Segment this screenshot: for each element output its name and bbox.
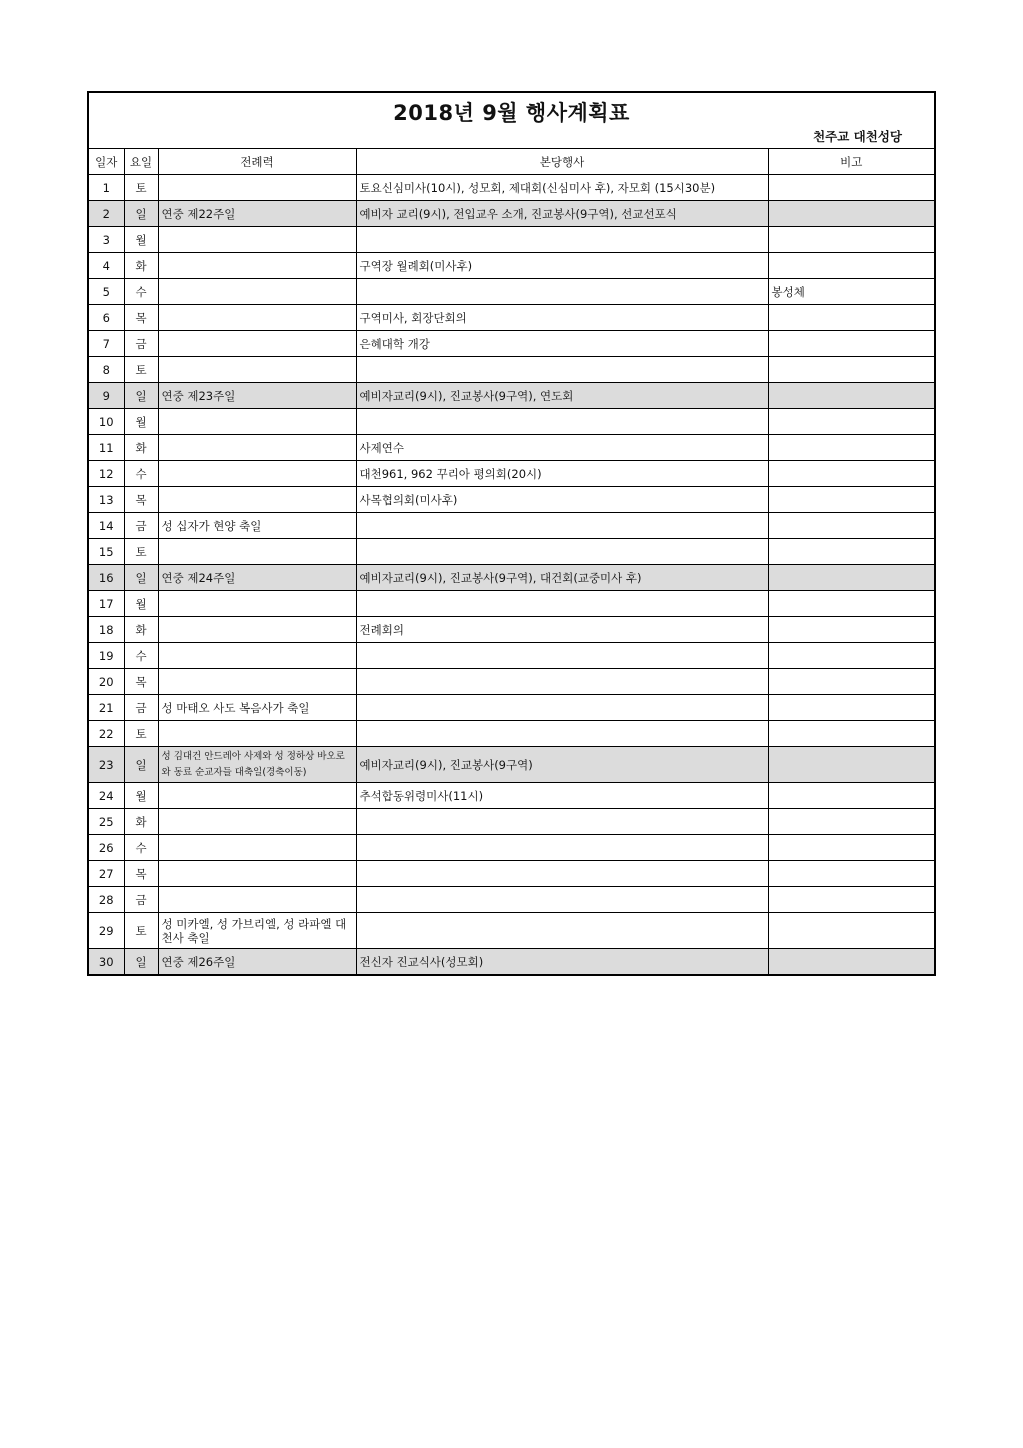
cell-notes bbox=[768, 357, 934, 383]
cell-liturgy bbox=[158, 591, 356, 617]
cell-weekday: 금 bbox=[124, 695, 158, 721]
cell-liturgy bbox=[158, 279, 356, 305]
cell-notes: 봉성체 bbox=[768, 279, 934, 305]
table-row bbox=[89, 643, 934, 669]
table-row bbox=[89, 747, 934, 783]
cell-liturgy bbox=[158, 783, 356, 809]
cell-notes bbox=[768, 669, 934, 695]
cell-events bbox=[356, 357, 768, 383]
cell-events bbox=[356, 643, 768, 669]
cell-liturgy bbox=[158, 253, 356, 279]
cell-weekday: 수 bbox=[124, 461, 158, 487]
cell-day: 19 bbox=[89, 643, 124, 669]
cell-day: 24 bbox=[89, 783, 124, 809]
header-row bbox=[89, 149, 934, 175]
table-row bbox=[89, 617, 934, 643]
cell-weekday: 일 bbox=[124, 383, 158, 409]
cell-day: 30 bbox=[89, 949, 124, 975]
cell-events: 대천961, 962 꾸리아 평의회(20시) bbox=[356, 461, 768, 487]
cell-weekday: 목 bbox=[124, 305, 158, 331]
cell-day: 3 bbox=[89, 227, 124, 253]
cell-events bbox=[356, 279, 768, 305]
cell-day: 27 bbox=[89, 861, 124, 887]
title-block bbox=[89, 93, 934, 149]
cell-events bbox=[356, 887, 768, 913]
cell-notes bbox=[768, 253, 934, 279]
cell-notes bbox=[768, 565, 934, 591]
table-row bbox=[89, 175, 934, 201]
cell-events bbox=[356, 695, 768, 721]
cell-day: 18 bbox=[89, 617, 124, 643]
cell-weekday: 월 bbox=[124, 409, 158, 435]
cell-events: 예비자교리(9시), 진교봉사(9구역) bbox=[356, 747, 768, 783]
cell-liturgy bbox=[158, 227, 356, 253]
cell-notes bbox=[768, 721, 934, 747]
table-row bbox=[89, 809, 934, 835]
cell-day: 11 bbox=[89, 435, 124, 461]
cell-day: 15 bbox=[89, 539, 124, 565]
cell-notes bbox=[768, 331, 934, 357]
table-row bbox=[89, 409, 934, 435]
cell-events: 은혜대학 개강 bbox=[356, 331, 768, 357]
cell-liturgy bbox=[158, 435, 356, 461]
cell-notes bbox=[768, 435, 934, 461]
cell-liturgy bbox=[158, 721, 356, 747]
cell-weekday: 토 bbox=[124, 913, 158, 949]
table-row bbox=[89, 331, 934, 357]
cell-weekday: 금 bbox=[124, 513, 158, 539]
cell-events bbox=[356, 809, 768, 835]
cell-weekday: 월 bbox=[124, 227, 158, 253]
cell-events: 추석합동위령미사(11시) bbox=[356, 783, 768, 809]
cell-notes bbox=[768, 643, 934, 669]
cell-day: 2 bbox=[89, 201, 124, 227]
cell-events bbox=[356, 861, 768, 887]
cell-day: 13 bbox=[89, 487, 124, 513]
cell-liturgy bbox=[158, 487, 356, 513]
cell-day: 26 bbox=[89, 835, 124, 861]
cell-events: 사제연수 bbox=[356, 435, 768, 461]
table-row bbox=[89, 591, 934, 617]
cell-events bbox=[356, 409, 768, 435]
cell-notes bbox=[768, 809, 934, 835]
cell-day: 23 bbox=[89, 747, 124, 783]
cell-notes bbox=[768, 305, 934, 331]
cell-events: 토요신심미사(10시), 성모회, 제대회(신심미사 후), 자모회 (15시30분) bbox=[356, 175, 768, 201]
cell-notes bbox=[768, 591, 934, 617]
cell-day: 9 bbox=[89, 383, 124, 409]
cell-weekday: 금 bbox=[124, 887, 158, 913]
cell-events bbox=[356, 513, 768, 539]
cell-weekday: 수 bbox=[124, 643, 158, 669]
cell-liturgy: 연중 제26주일 bbox=[158, 949, 356, 975]
table-row bbox=[89, 201, 934, 227]
cell-liturgy bbox=[158, 643, 356, 669]
cell-liturgy bbox=[158, 331, 356, 357]
cell-events bbox=[356, 227, 768, 253]
cell-notes bbox=[768, 913, 934, 949]
cell-notes bbox=[768, 861, 934, 887]
table-row bbox=[89, 435, 934, 461]
table-row bbox=[89, 253, 934, 279]
cell-day: 1 bbox=[89, 175, 124, 201]
schedule-table bbox=[89, 149, 934, 974]
cell-weekday: 목 bbox=[124, 861, 158, 887]
cell-liturgy bbox=[158, 835, 356, 861]
cell-weekday: 수 bbox=[124, 835, 158, 861]
cell-liturgy: 연중 제22주일 bbox=[158, 201, 356, 227]
cell-weekday: 금 bbox=[124, 331, 158, 357]
cell-weekday: 화 bbox=[124, 435, 158, 461]
cell-weekday: 화 bbox=[124, 253, 158, 279]
cell-weekday: 수 bbox=[124, 279, 158, 305]
cell-liturgy bbox=[158, 539, 356, 565]
cell-liturgy: 성 마태오 사도 복음사가 축일 bbox=[158, 695, 356, 721]
table-row bbox=[89, 721, 934, 747]
header-day: 일자 bbox=[89, 149, 124, 175]
cell-weekday: 토 bbox=[124, 175, 158, 201]
cell-events: 구역미사, 회장단회의 bbox=[356, 305, 768, 331]
cell-weekday: 화 bbox=[124, 809, 158, 835]
cell-events: 전례회의 bbox=[356, 617, 768, 643]
cell-notes bbox=[768, 227, 934, 253]
cell-events bbox=[356, 721, 768, 747]
table-row bbox=[89, 669, 934, 695]
cell-day: 28 bbox=[89, 887, 124, 913]
cell-notes bbox=[768, 747, 934, 783]
cell-weekday: 토 bbox=[124, 721, 158, 747]
cell-day: 20 bbox=[89, 669, 124, 695]
header-liturgy: 전례력 bbox=[158, 149, 356, 175]
cell-weekday: 목 bbox=[124, 669, 158, 695]
cell-weekday: 토 bbox=[124, 357, 158, 383]
table-row bbox=[89, 835, 934, 861]
cell-day: 6 bbox=[89, 305, 124, 331]
cell-notes bbox=[768, 461, 934, 487]
table-row bbox=[89, 539, 934, 565]
table-row bbox=[89, 487, 934, 513]
table-row bbox=[89, 513, 934, 539]
cell-weekday: 일 bbox=[124, 747, 158, 783]
cell-events: 구역장 월례회(미사후) bbox=[356, 253, 768, 279]
cell-day: 25 bbox=[89, 809, 124, 835]
cell-day: 16 bbox=[89, 565, 124, 591]
cell-notes bbox=[768, 783, 934, 809]
cell-events: 예비자 교리(9시), 전입교우 소개, 진교봉사(9구역), 선교선포식 bbox=[356, 201, 768, 227]
cell-liturgy bbox=[158, 409, 356, 435]
table-row bbox=[89, 913, 934, 949]
table-row bbox=[89, 783, 934, 809]
cell-liturgy: 연중 제23주일 bbox=[158, 383, 356, 409]
cell-notes bbox=[768, 695, 934, 721]
table-row bbox=[89, 357, 934, 383]
table-row bbox=[89, 383, 934, 409]
cell-day: 17 bbox=[89, 591, 124, 617]
cell-events bbox=[356, 591, 768, 617]
cell-notes bbox=[768, 617, 934, 643]
cell-weekday: 화 bbox=[124, 617, 158, 643]
cell-weekday: 일 bbox=[124, 201, 158, 227]
cell-notes bbox=[768, 201, 934, 227]
cell-liturgy bbox=[158, 175, 356, 201]
cell-day: 21 bbox=[89, 695, 124, 721]
cell-liturgy: 성 십자가 현양 축일 bbox=[158, 513, 356, 539]
cell-weekday: 월 bbox=[124, 591, 158, 617]
cell-liturgy bbox=[158, 461, 356, 487]
cell-events bbox=[356, 913, 768, 949]
cell-notes bbox=[768, 409, 934, 435]
header-notes: 비고 bbox=[768, 149, 934, 175]
cell-events bbox=[356, 669, 768, 695]
cell-events: 예비자교리(9시), 진교봉사(9구역), 연도회 bbox=[356, 383, 768, 409]
table-row bbox=[89, 305, 934, 331]
cell-weekday: 월 bbox=[124, 783, 158, 809]
header-events: 본당행사 bbox=[356, 149, 768, 175]
cell-events: 사목협의회(미사후) bbox=[356, 487, 768, 513]
cell-liturgy bbox=[158, 887, 356, 913]
cell-notes bbox=[768, 383, 934, 409]
cell-notes bbox=[768, 487, 934, 513]
table-row bbox=[89, 461, 934, 487]
table-row bbox=[89, 279, 934, 305]
cell-day: 29 bbox=[89, 913, 124, 949]
cell-liturgy bbox=[158, 809, 356, 835]
table-row bbox=[89, 887, 934, 913]
cell-events bbox=[356, 539, 768, 565]
cell-day: 10 bbox=[89, 409, 124, 435]
cell-weekday: 목 bbox=[124, 487, 158, 513]
schedule-sheet bbox=[87, 91, 936, 976]
table-row bbox=[89, 565, 934, 591]
cell-day: 5 bbox=[89, 279, 124, 305]
cell-notes bbox=[768, 949, 934, 975]
cell-liturgy bbox=[158, 861, 356, 887]
table-row bbox=[89, 695, 934, 721]
header-weekday: 요일 bbox=[124, 149, 158, 175]
cell-notes bbox=[768, 887, 934, 913]
cell-events bbox=[356, 835, 768, 861]
table-row bbox=[89, 227, 934, 253]
cell-weekday: 일 bbox=[124, 949, 158, 975]
cell-day: 14 bbox=[89, 513, 124, 539]
cell-liturgy bbox=[158, 305, 356, 331]
cell-weekday: 토 bbox=[124, 539, 158, 565]
cell-notes bbox=[768, 175, 934, 201]
cell-notes bbox=[768, 539, 934, 565]
table-row bbox=[89, 949, 934, 975]
table-row bbox=[89, 861, 934, 887]
cell-events: 전신자 진교식사(성모회) bbox=[356, 949, 768, 975]
cell-liturgy bbox=[158, 669, 356, 695]
cell-day: 4 bbox=[89, 253, 124, 279]
cell-day: 22 bbox=[89, 721, 124, 747]
cell-day: 12 bbox=[89, 461, 124, 487]
page-title: 2018년 9월 행사계획표 bbox=[393, 101, 630, 125]
cell-weekday: 일 bbox=[124, 565, 158, 591]
cell-notes bbox=[768, 513, 934, 539]
organization-name: 천주교 대천성당 bbox=[813, 129, 902, 144]
cell-liturgy bbox=[158, 617, 356, 643]
cell-liturgy: 연중 제24주일 bbox=[158, 565, 356, 591]
cell-day: 7 bbox=[89, 331, 124, 357]
cell-events: 예비자교리(9시), 진교봉사(9구역), 대건회(교중미사 후) bbox=[356, 565, 768, 591]
cell-liturgy: 성 김대건 안드레아 사제와 성 정하상 바오로와 동료 순교자들 대축일(경축이동) bbox=[158, 747, 356, 783]
cell-liturgy: 성 미카엘, 성 가브리엘, 성 라파엘 대천사 축일 bbox=[158, 913, 356, 949]
cell-notes bbox=[768, 835, 934, 861]
cell-liturgy bbox=[158, 357, 356, 383]
cell-day: 8 bbox=[89, 357, 124, 383]
